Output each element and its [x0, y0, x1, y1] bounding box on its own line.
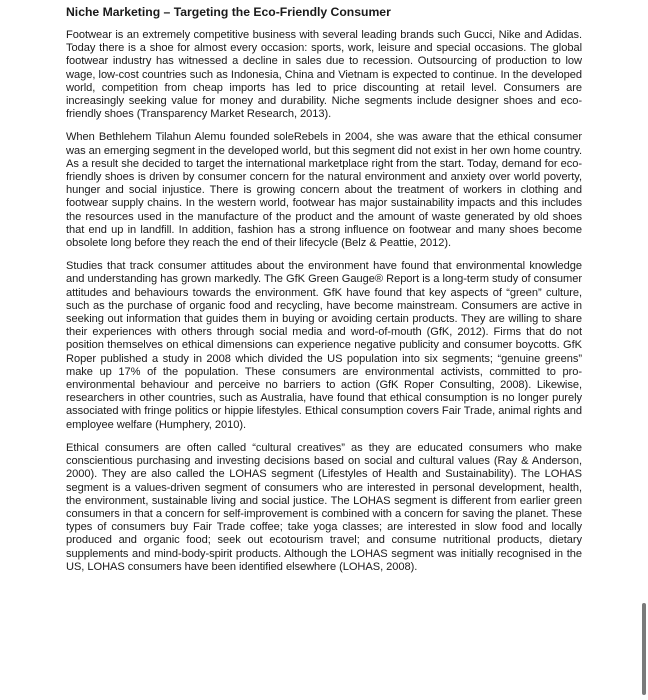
vertical-scrollbar[interactable]: [640, 0, 648, 700]
scrollbar-thumb[interactable]: [642, 603, 646, 695]
paragraph-footwear-industry: Footwear is an extremely competitive business with several leading brands such Gucci, Nike and Adidas. Today there is a shoe for almost every occasion: sports, work, leisure and special occasions. The global footwear industry has witnessed a decline in sales due to recession. Outsourcing of production to low wage, low-cost countries such as Indonesia, China and Vietnam is expected to continue. In the developed world, competition from cheap imports has led to price discounting at retail level. Consumers are increasingly seeking value for money and durability. Niche segments include designer shoes and eco-friendly shoes (Transparency Market Research, 2013).: [66, 29, 582, 121]
document-body: [66, 4, 582, 584]
document-title: Niche Marketing – Targeting the Eco-Friendly Consumer: [66, 5, 391, 19]
paragraph-lohas: Ethical consumers are often called “cultural creatives” as they are educated consumers who make conscientious purchasing and investing decisions based on social and cultural values (Ray & Anderson, 2000). They are also called the LOHAS segment (Lifestyles of Health and Sustainability). The LOHAS segment is a values-driven segment of consumers who are interested in personal development, health, the environment, sustainable living and social justice. The LOHAS segment is different from earlier green consumers in that a concern for self-improvement is combined with a concern for saving the planet. These types of consumers buy Fair Trade coffee; take yoga classes; are interested in slow food and locally produced and organic food; seek out ecotourism travel; and consume nutritional products, dietary supplements and mind-body-spirit products. Although the LOHAS segment was initially recognised in the US, LOHAS consumers have been identified elsewhere (LOHAS, 2008).: [66, 441, 582, 573]
paragraph-consumer-attitudes: Studies that track consumer attitudes about the environment have found that environmental knowledge and understanding has grown markedly. The GfK Green Gauge® Report is a long-term study of consumer attitudes and behaviours towards the environment. GfK have found that key aspects of “green” culture, such as the purchase of organic food and recycling, have become mainstream. Consumers are active in seeking out information that guides them in buying or avoiding certain products. They are willing to share their experiences with others through social media and word-of-mouth (GfK, 2012). Firms that do not position themselves on ethical dimensions can experience negative publicity and consumer boycotts. GfK Roper published a study in 2008 which divided the US population into six segments; “genuine greens” make up 17% of the population. These consumers are environmental activists, committed to pro-environmental behaviour and perceive no barriers to action (GfK Roper Consulting, 2008). Likewise, researchers in other countries, such as Australia, have found that ethical consumption is no longer purely associated with fringe politics or hippie lifestyles. Ethical consumption covers Fair Trade, animal rights and employee welfare (Humphery, 2010).: [66, 260, 582, 431]
paragraph-solerebels: When Bethlehem Tilahun Alemu founded soleRebels in 2004, she was aware that the ethical consumer was an emerging segment in the developed world, but this segment did not exist in her own home country. As a result she decided to target the international marketplace right from the start. Today, demand for eco-friendly shoes is driven by consumer concern for the natural environment and anxiety over world poverty, hunger and social injustice. There is growing concern about the treatment of workers in clothing and footwear supply chains. In the western world, footwear has major sustainability impacts and this includes the resources used in the manufacture of the product and the amount of waste generated by old shoes that end up in landfill. In addition, fashion has a strong influence on footwear and many shoes become obsolete long before they reach the end of their lifecycle (Belz & Peattie, 2012).: [66, 131, 582, 250]
